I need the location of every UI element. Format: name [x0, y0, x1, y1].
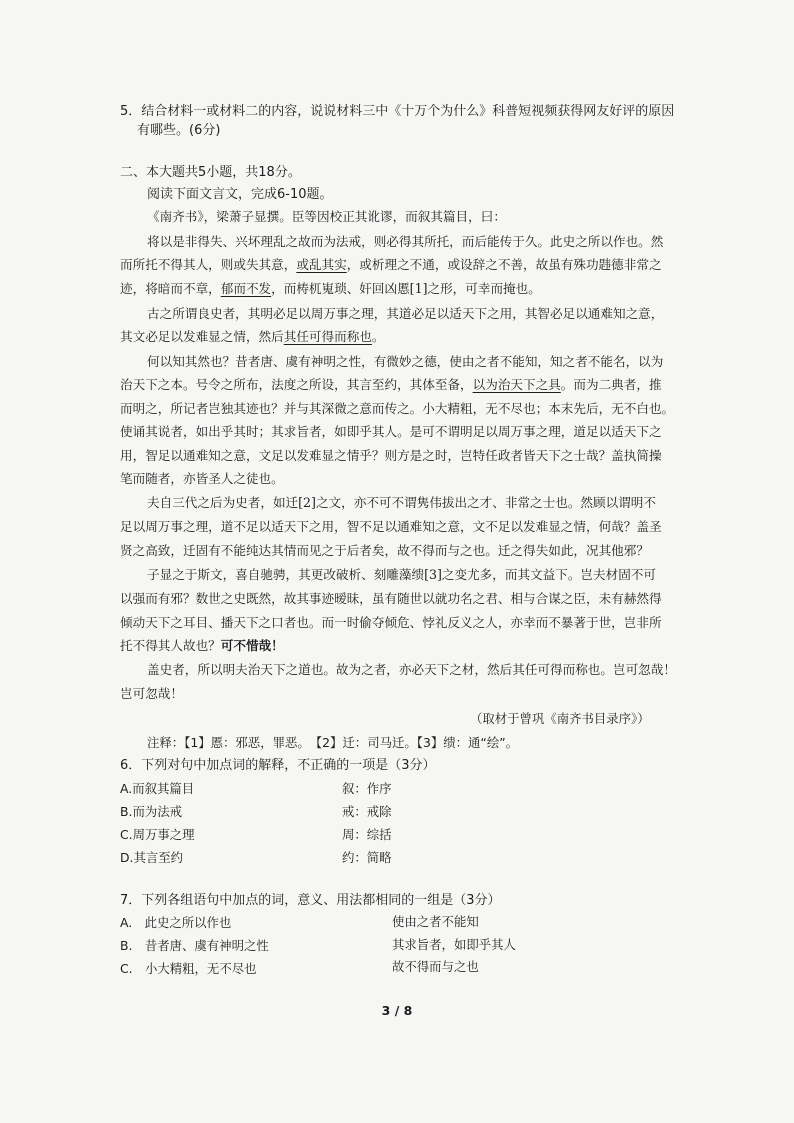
passage-line: 其文必足以发难显之情，然后其任可得而称也。 — [120, 329, 385, 344]
q6-option-a: A.而叙其篇目 — [120, 781, 195, 796]
passage-line: 笔而随者，亦皆圣人之徒也。 — [120, 471, 284, 486]
section-intro: 阅读下面文言文，完成6-10题。 — [147, 187, 333, 202]
q7-option-c-right: 故不得而与之也 — [392, 959, 479, 974]
q5-line1: 5．结合材料一或材料二的内容，说说材料三中《十万个为什么》科普短视频获得网友好评的原因 — [120, 104, 675, 119]
passage-line: 《南齐书》，梁萧子显撰。臣等因校正其讹谬，而叙其篇目，曰： — [147, 209, 506, 224]
q7-option-b: B. 昔者唐、虞有神明之性 — [120, 938, 269, 953]
underlined-phrase: 郁而不发 — [220, 281, 272, 296]
q6-option-d-gloss: 约：简略 — [342, 850, 392, 865]
passage-line: 以强而有邪？数世之史既然，故其事迹暧昧，虽有随世以就功名之君、相与合谋之臣，未有赫然得 — [120, 591, 662, 606]
q6-option-c-gloss: 周：综括 — [342, 827, 392, 842]
passage-line: 古之所谓良史者，其明必足以周万事之理，其道必足以适天下之用，其智必足以通难知之意， — [147, 306, 664, 321]
passage-line: 治天下之本。号令之所布，法度之所设，其言至约，其体至备，以为治天下之具。而为二典者，推 — [120, 377, 662, 392]
source-citation: （取材于曾巩《南齐书目录序》） — [470, 711, 650, 726]
passage-line: 夫自三代之后为史者，如迁[2]之文，亦不可不谓隽伟拔出之才、非常之士也。然顾以谓明不 — [147, 495, 656, 510]
q6-option-d: D.其言至约 — [120, 850, 184, 865]
underlined-phrase: 以为治天下之具 — [472, 377, 561, 392]
underlined-phrase: 其任可得而称也 — [283, 329, 372, 344]
passage-line: 而所托不得其人，则或失其意，或乱其实，或析理之不通，或设辞之不善，故虽有殊功韪德非常之 — [120, 257, 662, 272]
section-heading: 二、本大题共5小题，共18分。 — [120, 165, 301, 180]
passage-line: 倾动天下之耳目、播天下之口者也。而一时偷夺倾危、悖礼反义之人，亦幸而不暴著于世，岂非所 — [120, 615, 662, 630]
passage-line: 子显之于斯文，喜自驰骋，其更改破析、刻雕藻缋[3]之变尤多，而其文益下。岂夫材固不可 — [147, 567, 656, 582]
annotation-notes: 注释：【1】慝：邪恶，罪恶。 【2】迁：司马迁。【3】缋：通“绘”。 — [147, 735, 519, 750]
passage-line: 何以知其然也？昔者唐、虞有神明之性，有微妙之德，使由之者不能知，知之者不能名，以为 — [147, 354, 664, 369]
passage-line: 使诵其说者，如出乎其时；其求旨者，如即乎其人。是可不谓明足以周万事之理，道足以适天下之 — [120, 424, 662, 439]
q7-option-a: A. 此史之所以作也 — [120, 915, 232, 930]
q5-line2: 有哪些。(6分) — [137, 123, 221, 138]
q6-option-c: C.周万事之理 — [120, 827, 195, 842]
passage-line: 托不得其人故也？可不惜哉！ — [120, 638, 284, 653]
q7-option-c: C. 小大精粗，无不尽也 — [120, 961, 257, 976]
q6-option-a-gloss: 叙：作序 — [342, 781, 392, 796]
q7-option-b-right: 其求旨者，如即乎其人 — [392, 937, 516, 952]
q6-stem: 6．下列对句中加点词的解释，不正确的一项是（3分） — [120, 758, 436, 773]
passage-line: 岂可忽哉！ — [120, 686, 183, 701]
underlined-phrase: 或乱其实 — [296, 257, 347, 272]
page-number: 3 / 8 — [381, 1003, 413, 1018]
passage-line: 用，智足以通难知之意，文足以发难显之情乎？则方是之时，岂特任政者皆天下之士哉？盖执简操 — [120, 448, 662, 463]
q6-option-b-gloss: 戒：戒除 — [342, 804, 392, 819]
q6-option-b: B.而为法戒 — [120, 804, 183, 819]
passage-line: 而明之，所记者岂独其迹也？并与其深微之意而传之。小大精粗，无不尽也；本末先后，无不白也。 — [120, 401, 675, 416]
passage-line: 迹，将暗而不章，郁而不发，而梼杌嵬琐、奸回凶慝[1]之形，可幸而掩也。 — [120, 281, 541, 296]
passage-line: 贤之高致，迁固有不能纯达其情而见之于后者矣，故不得而与之也。迁之得失如此，况其他邪？ — [120, 543, 649, 558]
passage-line: 足以周万事之理，道不足以适天下之用，智不足以通难知之意，文不足以发难显之情，何哉？盖圣 — [120, 519, 662, 534]
q7-stem: 7．下列各组语句中加点的词，意义、用法都相同的一组是（3分） — [120, 893, 501, 908]
passage-line: 盖史者，所以明夫治天下之道也。故为之者，亦必天下之材，然后其任可得而称也。岂可忽哉！ — [147, 662, 676, 677]
emphasis-text: 可不惜哉！ — [220, 638, 284, 653]
passage-line: 将以是非得失、兴坏理乱之故而为法戒，则必得其所托，而后能传于久。此史之所以作也。然 — [147, 234, 664, 249]
q7-option-a-right: 使由之者不能知 — [392, 914, 479, 929]
